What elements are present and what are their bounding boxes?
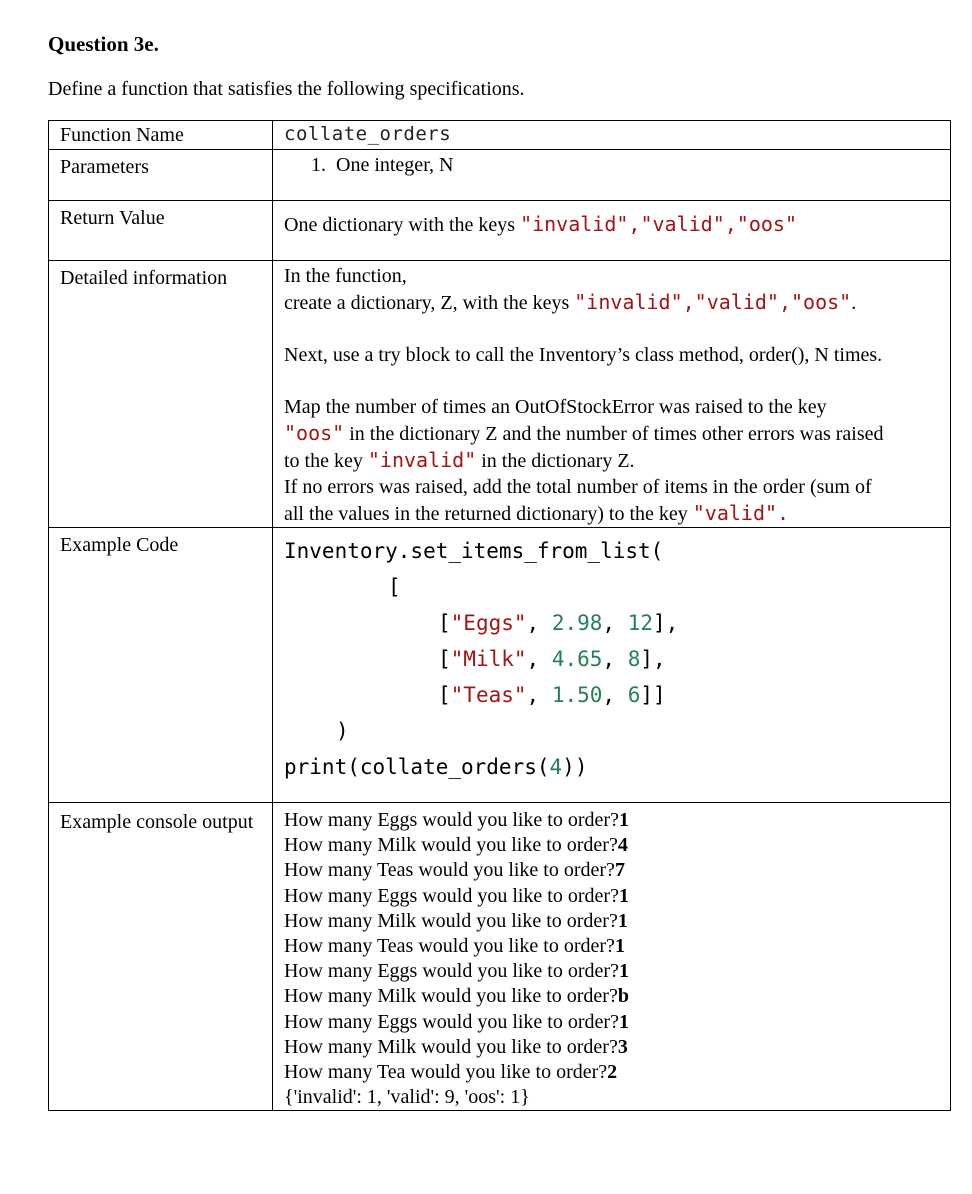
- detail-p3-line-b: in the dictionary Z and the number of times other errors was raised: [344, 423, 884, 445]
- item-name: "Milk": [450, 647, 527, 671]
- parameters-label: Parameters: [49, 150, 273, 201]
- item-qty: 12: [627, 611, 653, 635]
- function-name-value: [273, 121, 951, 150]
- parameters-item: One integer, N: [336, 154, 454, 176]
- item-price: 1.50: [551, 683, 603, 707]
- item-price: 4.65: [551, 647, 603, 671]
- example-code-label: Example Code: [49, 528, 273, 803]
- console-line: How many Teas would you like to order?1: [284, 935, 625, 958]
- code-line-print: [284, 749, 950, 785]
- function-name-label: Function Name: [49, 121, 273, 150]
- detail-key-valid: "valid": [692, 501, 778, 525]
- row-parameters: [49, 150, 951, 201]
- print-arg: 4: [549, 755, 563, 779]
- function-name-text: collate_orders: [284, 123, 452, 145]
- console-line: How many Teas would you like to order?7: [284, 859, 625, 882]
- item-price: 2.98: [551, 611, 603, 635]
- spec-table: [48, 120, 951, 1111]
- parameters-value: [273, 150, 951, 201]
- console-line: How many Milk would you like to order?4: [284, 834, 628, 857]
- row-function-name: [49, 121, 951, 150]
- console-line: How many Milk would you like to order?b: [284, 985, 629, 1008]
- detailed-information-label: Detailed information: [49, 261, 273, 528]
- console-output-label: Example console output: [49, 803, 273, 1111]
- detail-line-2: create a dictionary, Z, with the keys: [284, 292, 575, 314]
- return-value-prefix: One dictionary with the keys: [284, 214, 521, 236]
- item-close: ],: [640, 647, 666, 671]
- detail-keys: "invalid","valid","oos": [574, 290, 852, 314]
- code-block: [284, 533, 950, 785]
- row-console-output: [49, 803, 951, 1111]
- print-call: print(collate_orders(: [284, 755, 550, 779]
- code-line-item: ["Eggs", 2.98, 12],: [438, 611, 679, 635]
- row-return-value: [49, 201, 951, 261]
- detail-paragraph-2: Next, use a try block to call the Inventory’s class method, order(), N times.: [284, 344, 883, 366]
- detail-p3-line-d: in the dictionary Z.: [476, 450, 635, 472]
- code-line-close-paren: ): [336, 719, 349, 743]
- detail-key-invalid: "invalid": [367, 448, 477, 472]
- example-code-value: [273, 528, 951, 803]
- item-qty: 8: [627, 647, 641, 671]
- detail-line-2-end: .: [851, 292, 857, 314]
- console-result: {'invalid': 1, 'valid': 9, 'oos': 1}: [284, 1086, 530, 1109]
- console-line: How many Eggs would you like to order?1: [284, 809, 629, 831]
- row-example-code: [49, 528, 951, 803]
- code-line-open-bracket: [: [388, 575, 401, 599]
- code-line-call: Inventory.set_items_from_list(: [284, 539, 664, 563]
- return-value-value: [273, 201, 951, 261]
- console-line: How many Eggs would you like to order?1: [284, 960, 629, 983]
- item-close: ]]: [640, 683, 666, 707]
- detail-line-1: In the function,: [284, 265, 407, 287]
- detail-p3-line-c: to the key: [284, 450, 368, 472]
- console-line: How many Eggs would you like to order?1: [284, 884, 629, 907]
- console-line: How many Eggs would you like to order?1: [284, 1010, 629, 1033]
- intro-text: Define a function that satisfies the following specifications.: [48, 78, 525, 100]
- item-name: "Teas": [450, 683, 527, 707]
- page-title: Question 3e.: [48, 32, 159, 56]
- item-name: "Eggs": [450, 611, 527, 635]
- console-output-value: [273, 803, 951, 1111]
- detailed-information-value: [273, 261, 951, 528]
- print-close: )): [562, 755, 588, 779]
- code-line-item: ["Teas", 1.50, 6]]: [438, 683, 666, 707]
- item-close: ],: [652, 611, 679, 635]
- return-value-label: Return Value: [49, 201, 273, 261]
- console-line: How many Tea would you like to order?2: [284, 1061, 618, 1084]
- item-qty: 6: [627, 683, 641, 707]
- parameters-list-marker: 1.: [311, 154, 326, 176]
- return-value-keys: "invalid","valid","oos": [520, 212, 798, 236]
- detail-p3-line-a: Map the number of times an OutOfStockError was raised to the key: [284, 396, 827, 418]
- detail-key-oos: "oos": [284, 421, 345, 445]
- console-block: [284, 808, 950, 1110]
- detail-p3-line-g: .: [777, 501, 790, 525]
- detail-paragraph-3: [284, 394, 950, 527]
- console-line: How many Milk would you like to order?3: [284, 1035, 628, 1058]
- row-detailed-information: [49, 261, 951, 528]
- console-line: How many Milk would you like to order?1: [284, 909, 628, 932]
- detail-p3-line-e: If no errors was raised, add the total number of items in the order (sum of: [284, 476, 872, 498]
- code-line-item: ["Milk", 4.65, 8],: [438, 647, 666, 671]
- detail-paragraph-1: [284, 263, 950, 316]
- detail-p3-line-f: all the values in the returned dictionary) to the key: [284, 503, 693, 525]
